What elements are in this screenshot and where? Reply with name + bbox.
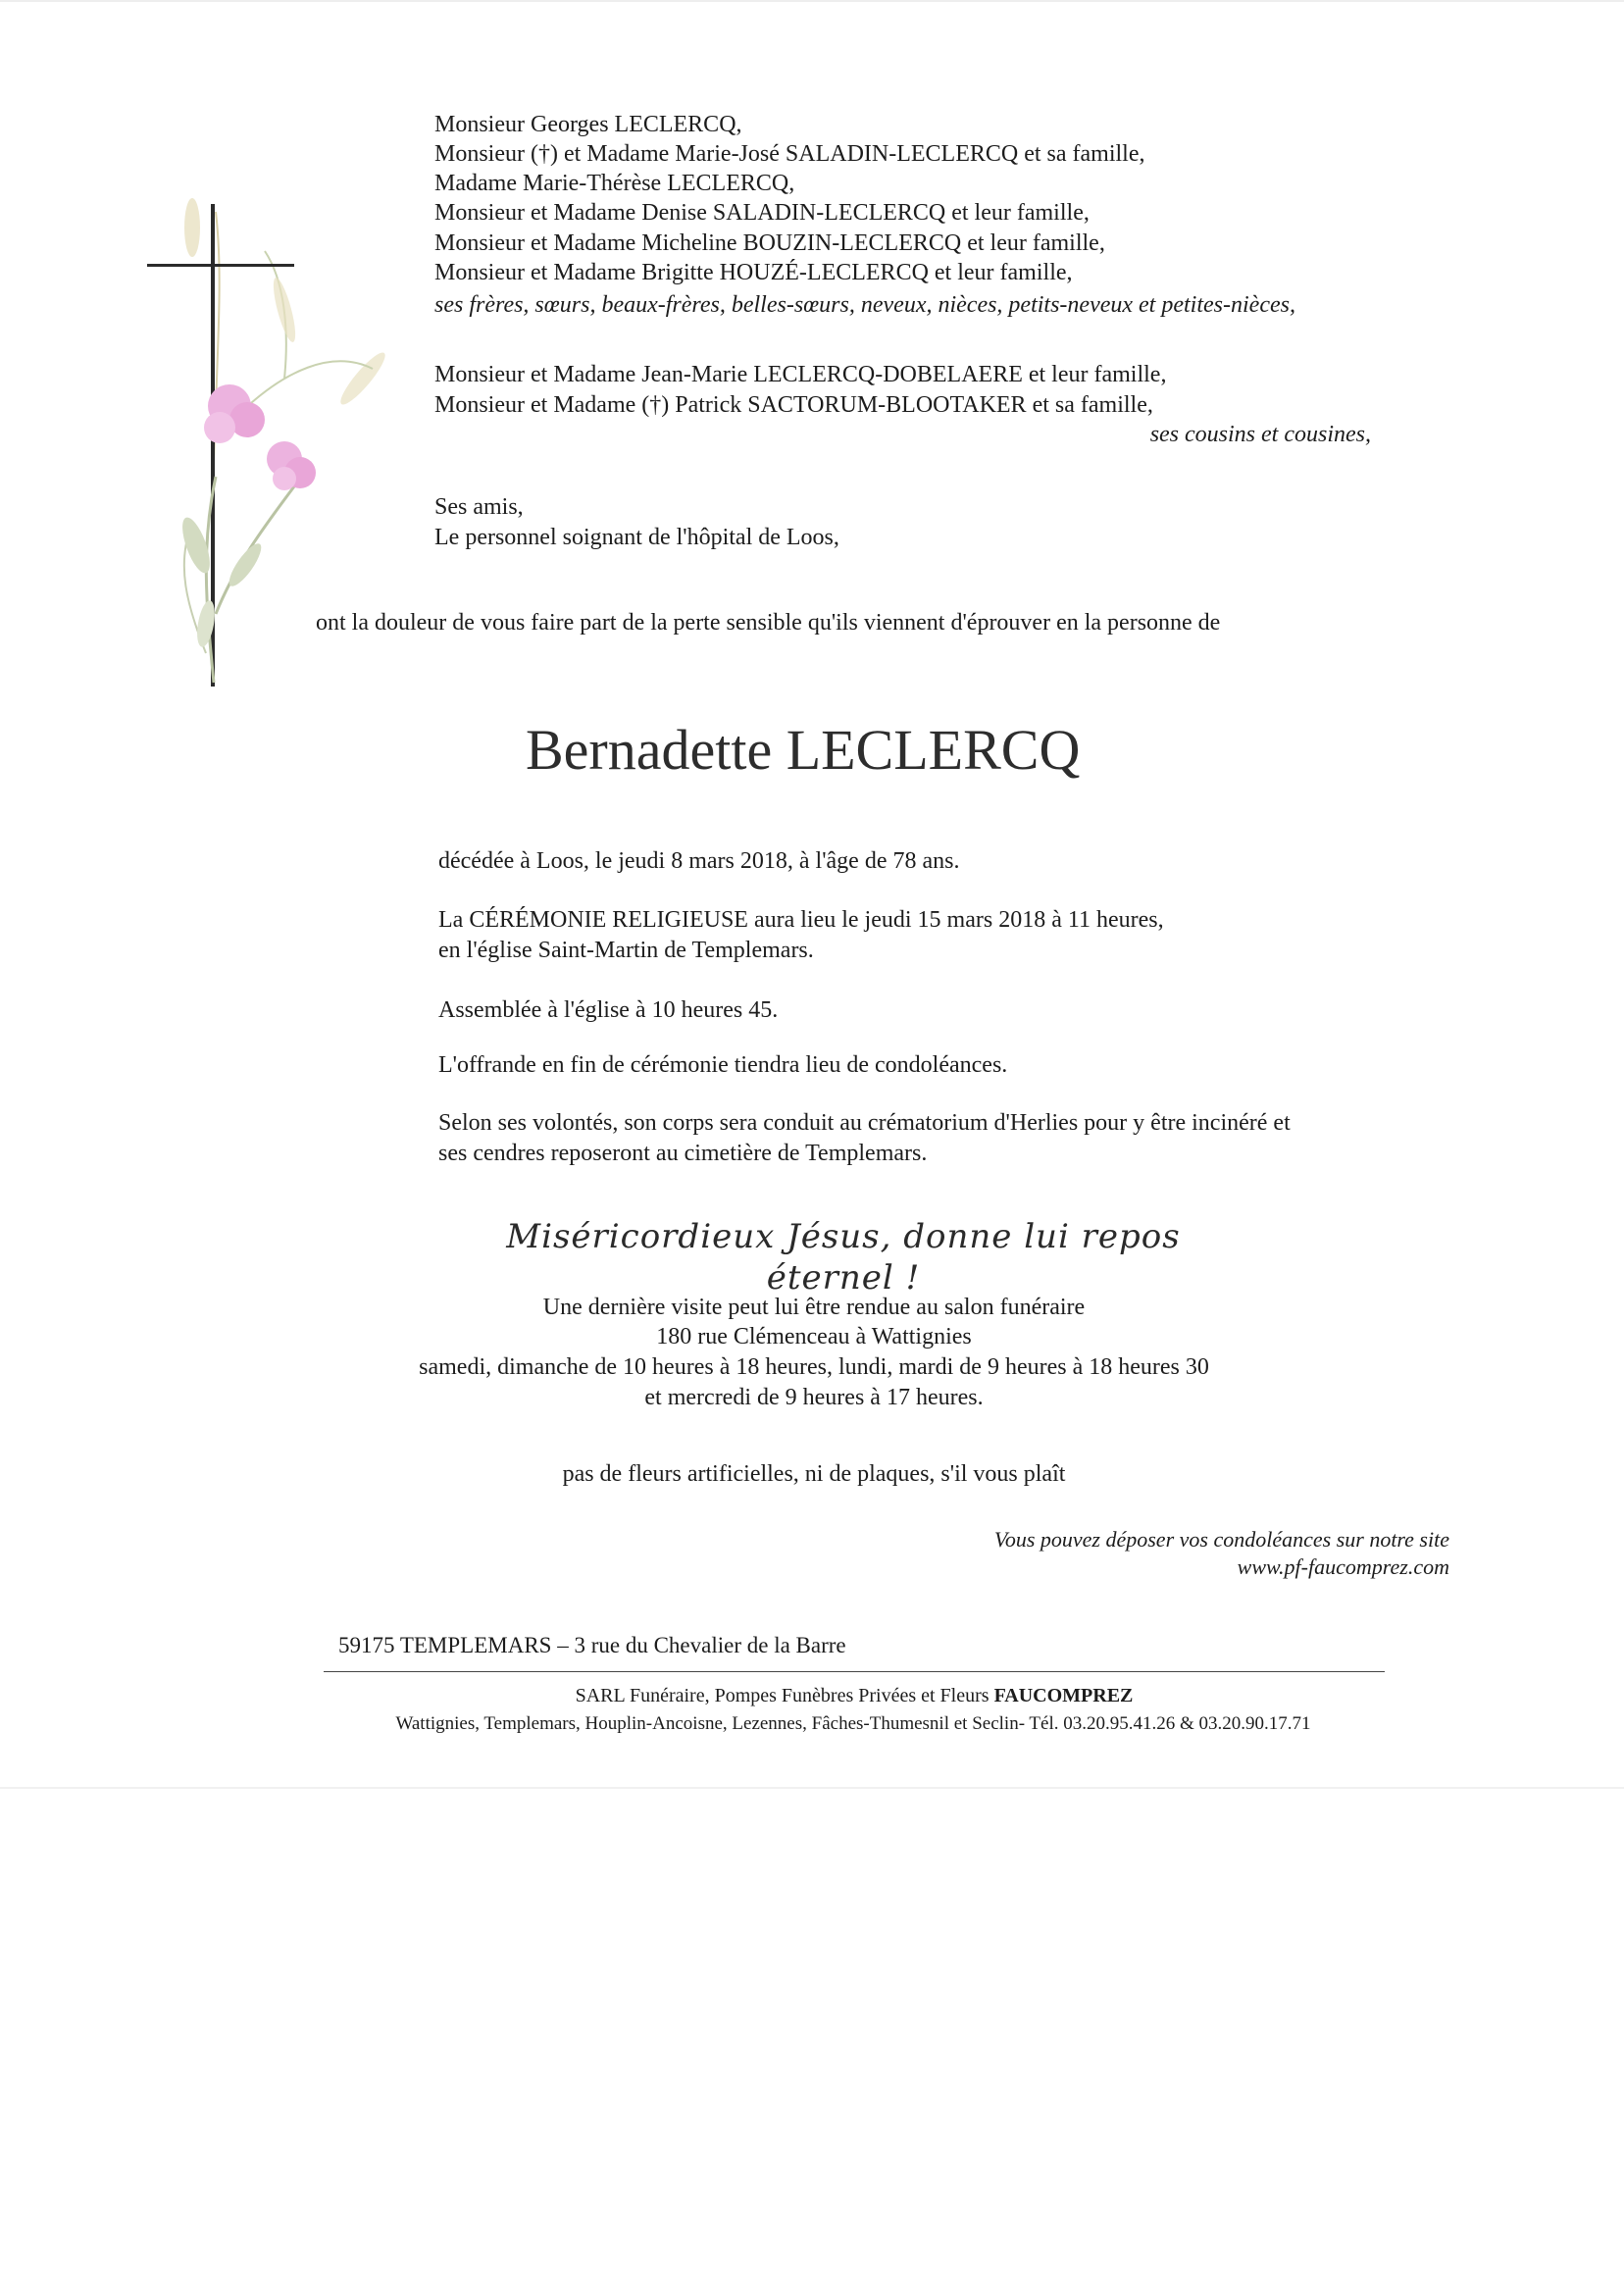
cousin-relation: ses cousins et cousines, (1149, 422, 1371, 447)
offering-line: L'offrande en fin de cérémonie tiendra lieu de condoléances. (438, 1052, 1008, 1078)
family-line: Monsieur et Madame Brigitte HOUZÉ-LECLERCQ et leur famille, (434, 260, 1073, 285)
visit-line: Une dernière visite peut lui être rendue au salon funéraire (542, 1295, 1086, 1320)
wishes-line: ses cendres reposeront au cimetière de Templemars. (438, 1141, 928, 1166)
footer-company-prefix: SARL Funéraire, Pompes Funèbres Privées et Fleurs (575, 1685, 990, 1706)
cousin-line: Monsieur et Madame (†) Patrick SACTORUM-BLOOTAKER et sa famille, (434, 392, 1153, 418)
footer-divider (324, 1671, 1385, 1672)
footer-company (324, 1681, 1385, 1710)
footer-locations: Wattignies, Templemars, Houplin-Ancoisne, Lezennes, Fâches-Thumesnil et Seclin- Tél. 03.20.95.41.26 & 03.20.90.17.71 (395, 1713, 1311, 1734)
assembly-line: Assemblée à l'église à 10 heures 45. (438, 997, 779, 1023)
family-line: Monsieur (†) et Madame Marie-José SALADIN-LECLERCQ et sa famille, (434, 141, 1145, 167)
wishes-line: Selon ses volontés, son corps sera conduit au crématorium d'Herlies pour y être incinéré et (438, 1110, 1291, 1136)
ceremony-line: en l'église Saint-Martin de Templemars. (438, 938, 814, 963)
family-line: Monsieur et Madame Denise SALADIN-LECLERCQ et leur famille, (434, 200, 1090, 226)
visit-line: 180 rue Clémenceau à Wattignies (656, 1324, 972, 1349)
condolences-line: Vous pouvez déposer vos condoléances sur notre site (993, 1527, 1449, 1552)
deceased-name: Bernadette LECLERCQ (526, 718, 1081, 782)
friends-line: Le personnel soignant de l'hôpital de Loos, (434, 525, 839, 550)
condolences-url[interactable]: www.pf-faucomprez.com (1237, 1554, 1449, 1579)
death-line: décédée à Loos, le jeudi 8 mars 2018, à l'âge de 78 ans. (438, 848, 960, 874)
visit-line: samedi, dimanche de 10 heures à 18 heures, lundi, mardi de 9 heures à 18 heures 30 (419, 1354, 1209, 1380)
friends-line: Ses amis, (434, 494, 524, 520)
no-flowers-line: pas de fleurs artificielles, ni de plaques, s'il vous plaît (562, 1461, 1066, 1487)
cousin-line: Monsieur et Madame Jean-Marie LECLERCQ-DOBELAERE et leur famille, (434, 362, 1167, 387)
address: 59175 TEMPLEMARS – 3 rue du Chevalier de la Barre (338, 1633, 846, 1657)
prayer: Miséricordieux Jésus, donne lui repos éternel ! (506, 1217, 1181, 1298)
family-line: Monsieur Georges LECLERCQ, (434, 112, 742, 137)
family-relation: ses frères, sœurs, beaux-frères, belles-sœurs, neveux, nièces, petits-neveux et petites-nièces, (434, 292, 1295, 318)
scan-edge-top (0, 0, 1624, 2)
ceremony-line: La CÉRÉMONIE RELIGIEUSE aura lieu le jeudi 15 mars 2018 à 11 heures, (438, 907, 1164, 933)
visit-line: et mercredi de 9 heures à 17 heures. (644, 1385, 984, 1410)
family-line: Madame Marie-Thérèse LECLERCQ, (434, 171, 795, 196)
scan-edge-bottom (0, 1787, 1624, 1789)
family-line: Monsieur et Madame Micheline BOUZIN-LECLERCQ et leur famille, (434, 230, 1105, 256)
footer-brand: FAUCOMPREZ (993, 1685, 1134, 1706)
announcement: ont la douleur de vous faire part de la perte sensible qu'ils viennent d'éprouver en la personne de (316, 610, 1221, 636)
